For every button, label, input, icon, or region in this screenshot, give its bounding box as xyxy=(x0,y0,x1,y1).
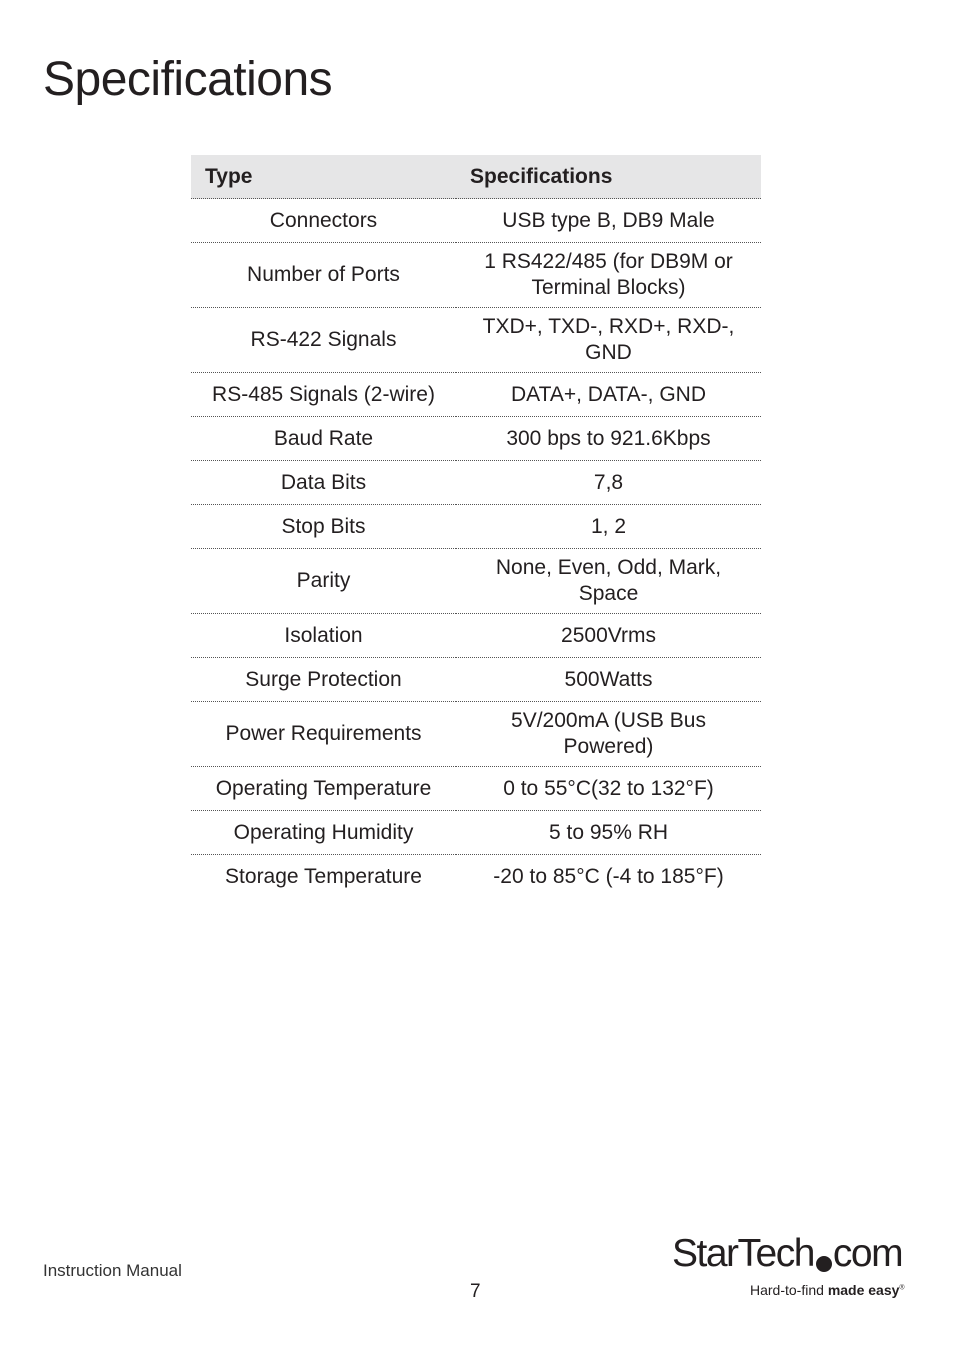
row-spec-cell: None, Even, Odd, Mark, Space xyxy=(456,549,761,614)
row-spec-cell: 5V/200mA (USB Bus Powered) xyxy=(456,702,761,767)
table-row xyxy=(191,658,761,702)
page-title: Specifications xyxy=(43,53,333,106)
table-row xyxy=(191,505,761,549)
row-type-cell: Stop Bits xyxy=(191,505,456,549)
table-row xyxy=(191,855,761,899)
table-row xyxy=(191,308,761,373)
logo-wordmark xyxy=(672,1232,902,1276)
specifications-table xyxy=(191,155,761,898)
row-spec-cell: 2500Vrms xyxy=(456,614,761,658)
logo-tagline xyxy=(750,1282,905,1298)
row-spec-cell: 300 bps to 921.6Kbps xyxy=(456,417,761,461)
row-spec-cell: 5 to 95% RH xyxy=(456,811,761,855)
logo-brand: StarTech xyxy=(672,1232,814,1275)
table-row xyxy=(191,461,761,505)
header-type: Type xyxy=(191,155,456,199)
row-type-cell: Baud Rate xyxy=(191,417,456,461)
row-spec-cell: 0 to 55°C(32 to 132°F) xyxy=(456,767,761,811)
row-spec-cell: -20 to 85°C (-4 to 185°F) xyxy=(493,864,724,888)
row-type-cell: Isolation xyxy=(191,614,456,658)
table-row xyxy=(191,614,761,658)
tagline-bold: made easy xyxy=(827,1282,900,1298)
row-spec-cell: 1 RS422/485 (for DB9M or Terminal Blocks) xyxy=(456,243,761,308)
row-spec-cell: 1, 2 xyxy=(456,505,761,549)
header-specifications: Specifications xyxy=(456,155,761,199)
footer-doc-label: Instruction Manual xyxy=(43,1261,182,1280)
row-type-cell: Parity xyxy=(191,549,456,614)
row-spec-cell: USB type B, DB9 Male xyxy=(456,199,761,243)
row-type-cell: Operating Temperature xyxy=(191,767,456,811)
row-type-cell: RS-485 Signals (2-wire) xyxy=(191,373,456,417)
row-spec-cell: 7,8 xyxy=(456,461,761,505)
trademark-symbol: ® xyxy=(899,1284,905,1292)
page-number: 7 xyxy=(470,1281,481,1302)
table-row xyxy=(191,417,761,461)
table-row xyxy=(191,199,761,243)
table-row xyxy=(191,243,761,308)
row-type-cell: RS-422 Signals xyxy=(191,308,456,373)
logo-suffix: com xyxy=(832,1232,903,1275)
row-type-cell: Power Requirements xyxy=(191,702,456,767)
row-type-cell: Data Bits xyxy=(191,461,456,505)
startech-logo xyxy=(672,1232,912,1302)
row-type-cell: Surge Protection xyxy=(191,658,456,702)
row-spec-cell: DATA+, DATA-, GND xyxy=(456,373,761,417)
tagline-normal: Hard-to-find xyxy=(750,1282,824,1298)
table-row xyxy=(191,373,761,417)
table-row xyxy=(191,549,761,614)
row-type-cell: Connectors xyxy=(191,199,456,243)
row-spec-cell: TXD+, TXD-, RXD+, RXD-, GND xyxy=(456,308,761,373)
table-row xyxy=(191,811,761,855)
table-header-row xyxy=(191,155,761,199)
table-row xyxy=(191,702,761,767)
row-type-cell: Number of Ports xyxy=(191,243,456,308)
logo-dot-icon xyxy=(816,1256,832,1272)
row-spec-cell: 500Watts xyxy=(456,658,761,702)
row-type-cell: Storage Temperature xyxy=(225,864,422,888)
row-type-cell: Operating Humidity xyxy=(191,811,456,855)
table-row xyxy=(191,767,761,811)
